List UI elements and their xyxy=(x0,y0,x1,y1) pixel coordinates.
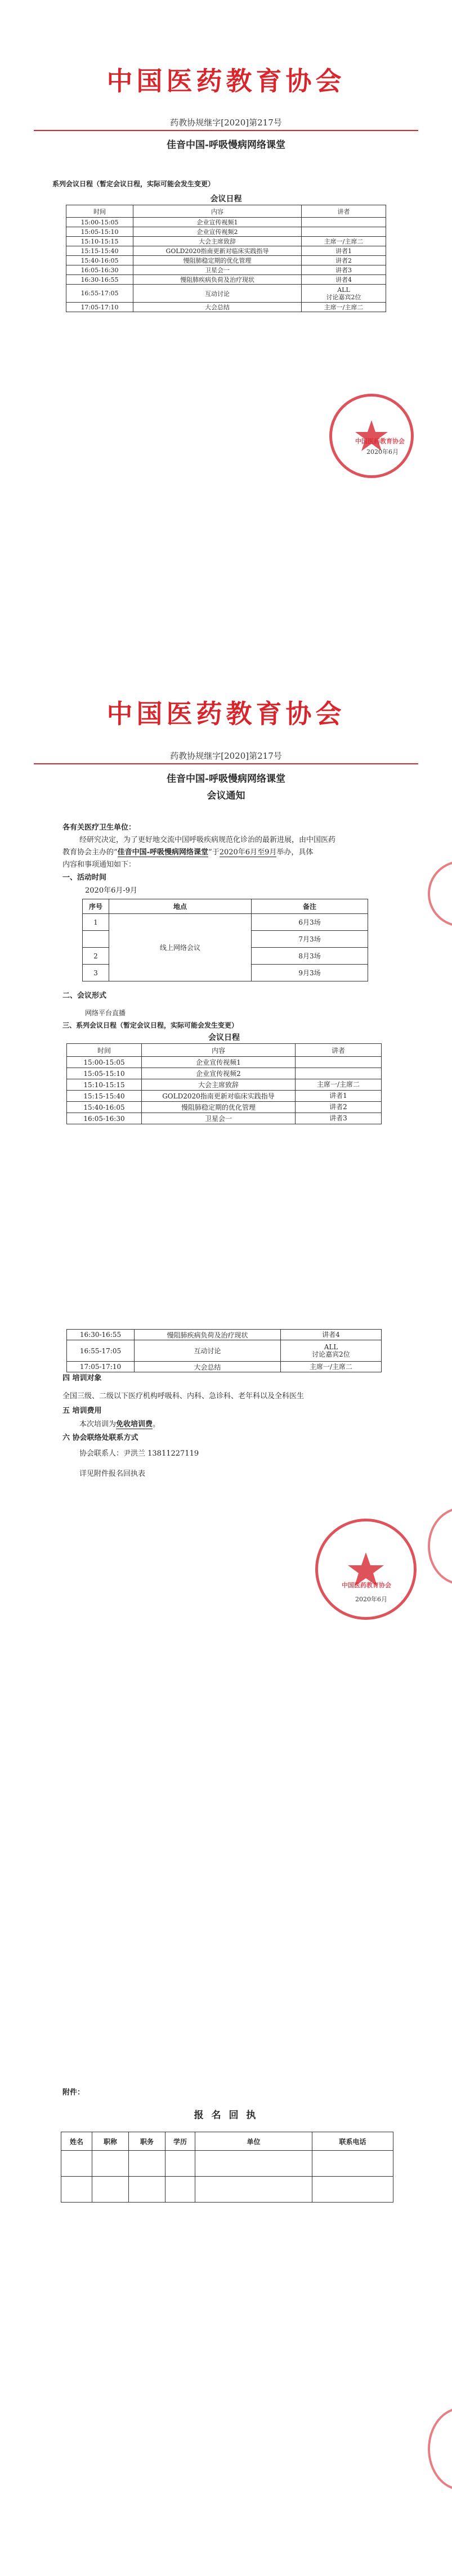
schedule-speaker: 讲者2 xyxy=(302,256,386,265)
schedule-time: 16:05-16:30 xyxy=(67,1113,142,1124)
schedule-time: 15:15-15:40 xyxy=(67,1091,142,1102)
schedule-content: 企业宣传视频2 xyxy=(133,227,302,237)
schedule-time: 15:00-15:05 xyxy=(67,1057,142,1068)
schedule-time: 15:10-15:15 xyxy=(67,1079,142,1091)
reg-cell[interactable] xyxy=(129,2151,165,2177)
section-activity-time: 一、活动时间 xyxy=(62,873,107,882)
seal-org-text-2: 中国医药教育协会 xyxy=(342,1582,391,1589)
intro-text-c: 举办，具体 xyxy=(276,848,314,857)
schedule-row xyxy=(67,1330,382,1340)
event-date: 2020年6月至9月 xyxy=(219,848,277,857)
schedule-speaker: ALL 讨论嘉宾2位 xyxy=(302,285,386,303)
schedule-row xyxy=(66,285,386,303)
schedule-speaker xyxy=(296,1068,382,1079)
activity-table xyxy=(82,899,368,981)
section-contact: 六 协会联络处联系方式 xyxy=(62,1434,138,1442)
format-value: 网络平台直播 xyxy=(85,1009,126,1017)
reg-header-position: 职务 xyxy=(129,2132,165,2151)
reg-header-title: 职称 xyxy=(92,2132,129,2151)
fee-free: 免收培训费 xyxy=(116,1420,153,1429)
schedule-speaker xyxy=(296,1057,382,1068)
col-header-speaker: 讲者 xyxy=(302,205,386,218)
schedule-table-part1 xyxy=(66,1043,382,1124)
page-edge-seal-2 xyxy=(428,1507,452,1585)
schedule-speaker: 讲者2 xyxy=(296,1102,382,1113)
activity-note: 9月3场 xyxy=(252,965,368,981)
intro-text-b: ”于 xyxy=(208,848,220,857)
document-number: 药教协规继字[2020]第217号 xyxy=(170,118,282,128)
reg-cell[interactable] xyxy=(61,2177,92,2203)
official-seal-2 xyxy=(315,1519,417,1620)
schedule-content: 企业宣传视频2 xyxy=(142,1068,296,1079)
contact-person: 协会联系人：尹洪兰 13811227119 xyxy=(79,1449,199,1458)
notice-title: 会议通知 xyxy=(207,790,245,801)
intro-text-a: 教育协会主办的“ xyxy=(62,848,118,857)
reg-header-unit: 单位 xyxy=(195,2132,312,2151)
reg-cell[interactable] xyxy=(129,2177,165,2203)
reg-header-name: 姓名 xyxy=(61,2132,92,2151)
reg-cell[interactable] xyxy=(165,2151,195,2177)
schedule-row xyxy=(67,1091,382,1102)
schedule-content: 慢阻肺疾病负荷及治疗现状 xyxy=(135,1330,281,1340)
schedule-content: GOLD2020指南更新对临床实践指导 xyxy=(133,246,302,256)
schedule-time: 15:10-15:15 xyxy=(66,237,133,246)
header-divider-2 xyxy=(34,763,418,764)
page-edge-seal xyxy=(428,861,452,927)
schedule-row xyxy=(66,246,386,256)
schedule-time: 15:15-15:40 xyxy=(66,246,133,256)
activity-period: 2020年6月-9月 xyxy=(85,886,138,895)
schedule-time: 16:55-17:05 xyxy=(66,285,133,303)
schedule-row xyxy=(67,1113,382,1124)
reg-cell[interactable] xyxy=(165,2177,195,2203)
org-name-header: 中国医药教育协会 xyxy=(106,66,346,96)
reg-header-phone: 联系电话 xyxy=(312,2132,393,2151)
col-header-content: 内容 xyxy=(133,205,302,218)
schedule-speaker: 讲者3 xyxy=(302,265,386,275)
course-title-2: 佳音中国-呼吸慢病网络课堂 xyxy=(166,773,286,785)
schedule-speaker: 主席一/主席二 xyxy=(302,303,386,312)
activity-no: 1 xyxy=(83,914,109,931)
schedule-speaker: 主席一/主席二 xyxy=(296,1079,382,1091)
schedule-content: 慢阻肺稳定期的优化管理 xyxy=(133,256,302,265)
schedule-speaker: 讲者4 xyxy=(302,275,386,285)
schedule-content: 大会总结 xyxy=(133,303,302,312)
schedule-speaker: 讲者4 xyxy=(281,1330,382,1340)
schedule-time: 16:05-16:30 xyxy=(66,265,133,275)
schedule-speaker: 讲者1 xyxy=(296,1091,382,1102)
schedule-content: 卫星会一 xyxy=(133,265,302,275)
schedule-row xyxy=(66,237,386,246)
salutation: 各有关医疗卫生单位： xyxy=(62,823,136,832)
registration-title: 报 名 回 执 xyxy=(194,2110,258,2121)
col-header-speaker: 讲者 xyxy=(296,1044,382,1057)
reg-cell[interactable] xyxy=(195,2177,312,2203)
schedule-section-label: 系列会议日程（暂定会议日程，实际可能会发生变更） xyxy=(52,180,215,188)
course-title: 佳音中国-呼吸慢病网络课堂 xyxy=(166,139,286,151)
schedule-content: 大会总结 xyxy=(135,1362,281,1372)
seal-date: 2020年6月 xyxy=(366,448,399,456)
reg-cell[interactable] xyxy=(312,2177,393,2203)
page-edge-seal-3 xyxy=(428,2407,452,2491)
intro-line-3: 内容和事项通知如下： xyxy=(62,861,136,869)
activity-no: 2 xyxy=(83,948,109,965)
schedule-time: 15:05-15:10 xyxy=(66,227,133,237)
schedule-row xyxy=(67,1057,382,1068)
activity-header-location: 地点 xyxy=(109,899,252,914)
schedule-row xyxy=(66,218,386,227)
schedule-content: 慢阻肺疾病负荷及治疗现状 xyxy=(133,275,302,285)
activity-header-note: 备注 xyxy=(252,899,368,914)
col-header-time: 时间 xyxy=(67,1044,142,1057)
fee-text-b: 。 xyxy=(153,1420,160,1429)
registration-table xyxy=(61,2132,393,2203)
schedule-content: 慢阻肺稳定期的优化管理 xyxy=(142,1102,296,1113)
reg-cell[interactable] xyxy=(61,2151,92,2177)
activity-header-no: 序号 xyxy=(83,899,109,914)
activity-location: 线上网络会议 xyxy=(109,914,252,981)
schedule-content: 企业宣传视频1 xyxy=(142,1057,296,1068)
org-name-header-2: 中国医药教育协会 xyxy=(106,699,346,729)
schedule-time: 16:30-16:55 xyxy=(67,1330,135,1340)
section-fee: 五 培训费用 xyxy=(62,1407,102,1415)
schedule-row xyxy=(67,1102,382,1113)
schedule-row xyxy=(67,1079,382,1091)
section-format: 二、会议形式 xyxy=(62,992,107,1000)
activity-note: 7月3场 xyxy=(252,931,368,948)
seal-star-icon xyxy=(332,397,411,475)
schedule-table xyxy=(66,205,386,312)
seal-date-2: 2020年6月 xyxy=(355,1596,387,1603)
schedule-time: 15:40-16:05 xyxy=(67,1102,142,1113)
schedule-speaker: 主席一/主席二 xyxy=(281,1362,382,1372)
schedule-content: 互动讨论 xyxy=(133,285,302,303)
activity-note: 8月3场 xyxy=(252,948,368,965)
schedule-row xyxy=(67,1068,382,1079)
reg-header-education: 学历 xyxy=(165,2132,195,2151)
schedule-content: 大会主席致辞 xyxy=(142,1079,296,1091)
activity-no xyxy=(83,931,109,948)
header-divider xyxy=(34,130,418,131)
schedule-content: 企业宣传视频1 xyxy=(133,218,302,227)
activity-note: 6月3场 xyxy=(252,914,368,931)
schedule-time: 15:40-16:05 xyxy=(66,256,133,265)
audience-text: 全国三级、二级以下医疗机构呼吸科、内科、急诊科、老年科以及全科医生 xyxy=(62,1392,305,1400)
section-schedule: 三、系列会议日程（暂定会议日程，实际可能会发生变更） xyxy=(62,1021,239,1029)
intro-line-1: 经研究决定，为了更好地交流中国呼吸疾病规范化诊治的最新进展，由中国医药 xyxy=(79,836,336,844)
col-header-time: 时间 xyxy=(66,205,133,218)
schedule-row xyxy=(67,1362,382,1372)
event-name: 佳音中国-呼吸慢病网络课堂 xyxy=(117,848,209,857)
schedule-title: 会议日程 xyxy=(210,195,242,204)
seal-org-text: 中国医药教育协会 xyxy=(355,438,405,445)
reg-cell[interactable] xyxy=(312,2151,393,2177)
schedule-row xyxy=(66,256,386,265)
schedule-content: 大会主席致辞 xyxy=(133,237,302,246)
schedule-speaker: 主席一/主席二 xyxy=(302,237,386,246)
schedule-speaker xyxy=(302,227,386,237)
schedule-content: 互动讨论 xyxy=(135,1340,281,1362)
schedule-speaker: 讲者1 xyxy=(302,246,386,256)
activity-no: 3 xyxy=(83,965,109,981)
schedule-row xyxy=(66,227,386,237)
reg-cell[interactable] xyxy=(92,2151,129,2177)
schedule-row xyxy=(67,1340,382,1362)
schedule-content: GOLD2020指南更新对临床实践指导 xyxy=(142,1091,296,1102)
fee-text-a: 本次培训为 xyxy=(79,1420,117,1429)
schedule-time: 17:05-17:10 xyxy=(66,303,133,312)
official-seal xyxy=(329,394,414,478)
attachment-label: 附件： xyxy=(62,2088,85,2097)
schedule-speaker: ALL 讨论嘉宾2位 xyxy=(281,1340,382,1362)
schedule-title-2: 会议日程 xyxy=(208,1033,240,1042)
schedule-speaker xyxy=(302,218,386,227)
document-number-2: 药教协规继字[2020]第217号 xyxy=(170,751,282,761)
reg-cell[interactable] xyxy=(195,2151,312,2177)
schedule-time: 15:05-15:10 xyxy=(67,1068,142,1079)
schedule-row xyxy=(66,265,386,275)
schedule-time: 16:30-16:55 xyxy=(66,275,133,285)
schedule-content: 卫星会一 xyxy=(142,1113,296,1124)
schedule-speaker: 讲者3 xyxy=(296,1113,382,1124)
schedule-time: 17:05-17:10 xyxy=(67,1362,135,1372)
schedule-table-part2 xyxy=(66,1329,382,1372)
schedule-row xyxy=(66,275,386,285)
schedule-row xyxy=(66,303,386,312)
schedule-time: 16:55-17:05 xyxy=(67,1340,135,1362)
section-audience: 四 培训对象 xyxy=(62,1374,102,1382)
col-header-content: 内容 xyxy=(142,1044,296,1057)
intro-line-2 xyxy=(62,846,313,859)
attachment-note: 详见附件报名回执表 xyxy=(79,1470,146,1478)
reg-cell[interactable] xyxy=(92,2177,129,2203)
fee-text xyxy=(79,1418,160,1431)
schedule-time: 15:00-15:05 xyxy=(66,218,133,227)
